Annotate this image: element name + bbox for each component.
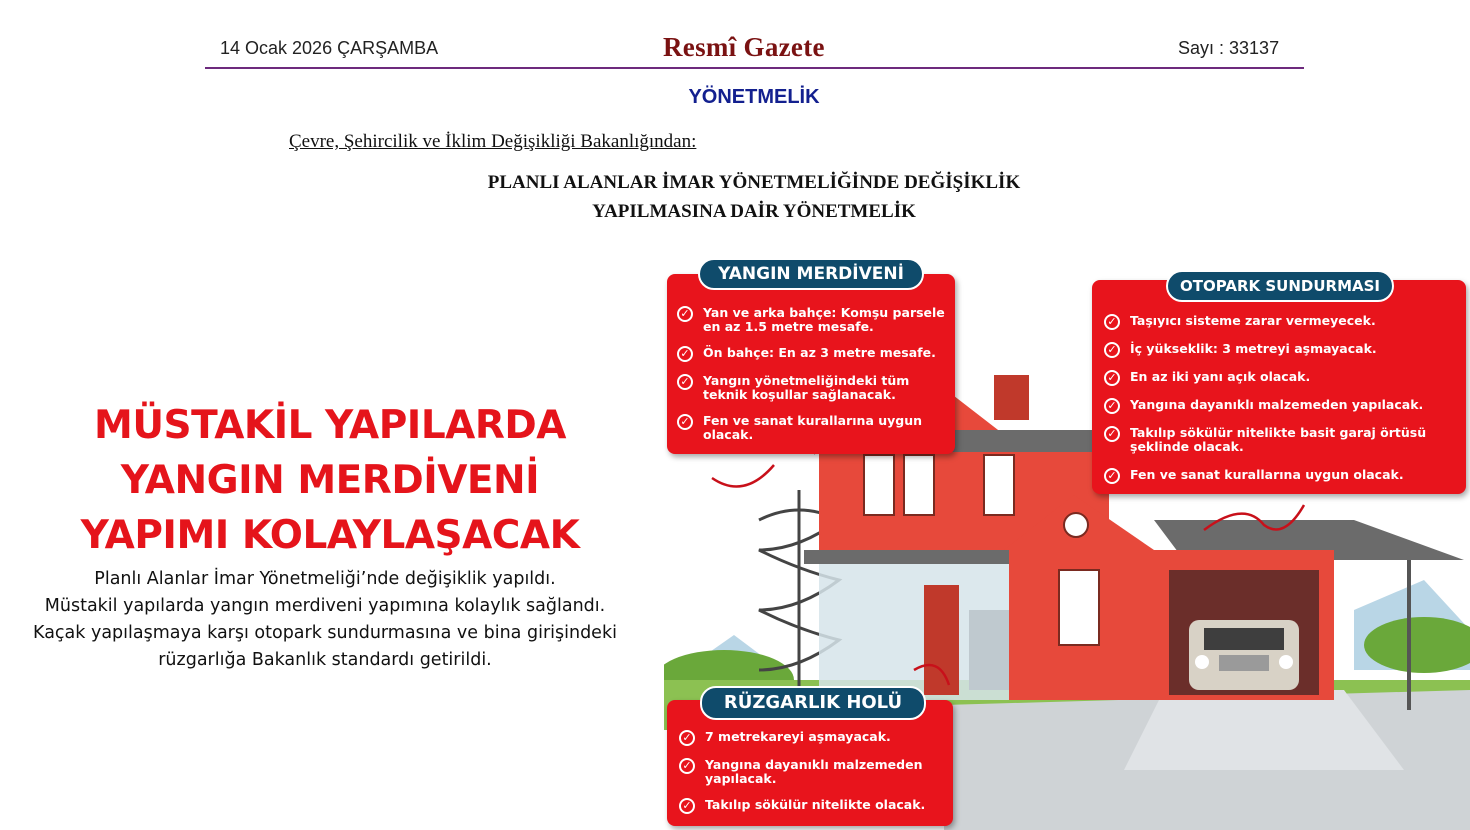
check-icon: ✓ <box>677 414 693 430</box>
list-item: ✓ Takılıp sökülür nitelikte olacak. <box>677 798 945 812</box>
headline-line-1: MÜSTAKİL YAPILARDA <box>94 403 566 448</box>
car-headlight-left <box>1195 655 1209 669</box>
car-windshield <box>1204 628 1284 650</box>
front-door <box>924 585 959 695</box>
summary-line: Müstakil yapılarda yangın merdiveni yapımına kolaylık sağlandı. <box>44 596 606 616</box>
check-icon: ✓ <box>677 374 693 390</box>
regulation-title-line-1: PLANLI ALANLAR İMAR YÖNETMELİĞİNDE DEĞİŞİKLİK <box>487 172 1021 193</box>
shoe-rack <box>969 610 1009 690</box>
card-title-yangin: YANGIN MERDİVENİ <box>698 258 924 290</box>
lobby-roof <box>804 550 1024 564</box>
otopark-list <box>1102 314 1452 482</box>
summary-line: Kaçak yapılaşmaya karşı otopark sundurmasına ve bina girişindeki <box>33 623 617 643</box>
list-item: ✓ Yan ve arka bahçe: Komşu parsele en az 1.5 metre mesafe. <box>675 306 945 334</box>
list-item: ✓ İç yükseklik: 3 metreyi aşmayacak. <box>1102 342 1452 356</box>
check-icon: ✓ <box>679 730 695 746</box>
summary-line: Planlı Alanlar İmar Yönetmeliği’nde değişiklik yapıldı. <box>94 569 556 589</box>
list-item: ✓ En az iki yanı açık olacak. <box>1102 370 1452 384</box>
chimney <box>994 375 1029 420</box>
headline-line-2: YANGIN MERDİVENİ <box>120 458 540 503</box>
upper-window-1 <box>864 455 894 515</box>
arrow-stairs <box>712 465 774 486</box>
list-item: ✓ Fen ve sanat kurallarına uygun olacak. <box>1102 468 1452 482</box>
car-grille <box>1219 655 1269 671</box>
infographic-headline <box>20 398 640 563</box>
list-item: ✓ Yangın yönetmeliğindeki tüm teknik koşullar sağlanacak. <box>675 374 945 402</box>
list-item: ✓ Fen ve sanat kurallarına uygun olacak. <box>675 414 945 442</box>
upper-window-2 <box>904 455 934 515</box>
card-yangin-merdiveni <box>667 274 955 454</box>
upper-window-3 <box>984 455 1014 515</box>
check-icon: ✓ <box>1104 342 1120 358</box>
regulation-title <box>0 168 1470 226</box>
issue-number: Sayı : 33137 <box>1178 38 1280 58</box>
check-icon: ✓ <box>1104 426 1120 442</box>
check-icon: ✓ <box>677 306 693 322</box>
card-title-ruzgarlik: RÜZGARLIK HOLÜ <box>700 686 926 720</box>
check-icon: ✓ <box>679 758 695 774</box>
check-icon: ✓ <box>1104 370 1120 386</box>
list-item: ✓ Ön bahçe: En az 3 metre mesafe. <box>675 346 945 360</box>
summary-line: rüzgarlığa Bakanlık standardı getirildi. <box>158 650 492 670</box>
round-window <box>1064 513 1088 537</box>
section-heading: YÖNETMELİK <box>688 86 820 108</box>
yangin-list <box>675 306 945 442</box>
masthead-divider <box>205 67 1304 69</box>
headline-line-3: YAPIMI KOLAYLAŞACAK <box>80 513 580 558</box>
list-item: ✓ Taşıyıcı sisteme zarar vermeyecek. <box>1102 314 1452 328</box>
newspaper-title: Resmî Gazete <box>663 32 825 62</box>
list-item: ✓ Takılıp sökülür nitelikte basit garaj örtüsü şeklinde olacak. <box>1102 426 1452 454</box>
car-headlight-right <box>1279 655 1293 669</box>
ruzgarlik-list <box>677 730 945 812</box>
regulation-title-line-2: YAPILMASINA DAİR YÖNETMELİK <box>592 201 916 222</box>
card-otopark-sundurmasi <box>1092 280 1466 494</box>
check-icon: ✓ <box>679 798 695 814</box>
check-icon: ✓ <box>1104 314 1120 330</box>
list-item: ✓ Yangına dayanıklı malzemeden yapılacak. <box>677 758 945 786</box>
ministry-name: Çevre, Şehircilik ve İklim Değişikliği Bakanlığından: <box>289 131 697 152</box>
check-icon: ✓ <box>1104 398 1120 414</box>
front-window <box>1059 570 1099 645</box>
list-item: ✓ 7 metrekareyi aşmayacak. <box>677 730 945 744</box>
check-icon: ✓ <box>1104 468 1120 484</box>
list-item: ✓ Yangına dayanıklı malzemeden yapılacak. <box>1102 398 1452 412</box>
card-title-otopark: OTOPARK SUNDURMASI <box>1166 270 1394 302</box>
infographic-summary <box>0 566 650 674</box>
check-icon: ✓ <box>677 346 693 362</box>
issue-date: 14 Ocak 2026 ÇARŞAMBA <box>220 38 439 58</box>
